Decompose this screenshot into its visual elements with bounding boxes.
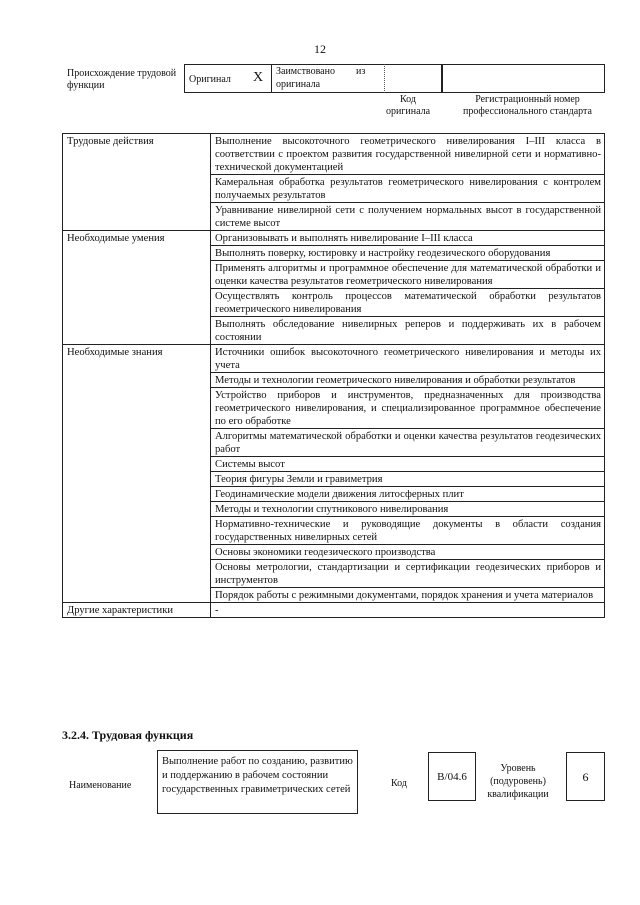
- item-cell: Выполнение высокоточного геометрического нивелирования I–III класса в соответствии с проектом развития государственной нивелирной сети и нормативно-технической документацией: [211, 134, 605, 175]
- borrowed-from: из: [356, 66, 366, 77]
- item-cell: Основы экономики геодезического производства: [211, 545, 605, 560]
- item-cell: Методы и технологии геометрического нивелирования и обработки результатов: [211, 373, 605, 388]
- item-cell: Осуществлять контроль процессов математической обработки результатов геометрического нивелирования: [211, 289, 605, 317]
- item-cell: Устройство приборов и инструментов, предназначенных для производства геометрического нивелирования, и специализированное программное обеспечение по его обработке: [211, 388, 605, 429]
- item-cell: Выполнять поверку, юстировку и настройку геодезического оборудования: [211, 246, 605, 261]
- competency-table: [62, 133, 605, 618]
- item-cell: Алгоритмы математической обработки и оценки качества результатов геодезических работ: [211, 429, 605, 457]
- item-cell: Теория фигуры Земли и гравиметрия: [211, 472, 605, 487]
- name-label: Наименование: [69, 780, 132, 791]
- original-mark: X: [253, 70, 264, 85]
- table-row: [63, 603, 605, 618]
- section-heading: 3.2.4. Трудовая функция: [62, 728, 194, 742]
- reg-number-cell: [442, 64, 605, 93]
- item-cell: Применять алгоритмы и программное обеспечение для математической обработки и оценки качества результатов геометрического нивелирования: [211, 261, 605, 289]
- item-cell: Геодинамические модели движения литосферных плит: [211, 487, 605, 502]
- category-cell: Трудовые действия: [63, 134, 211, 231]
- borrowed-label: Заимствовано: [276, 66, 335, 77]
- code-original-cell: [384, 64, 442, 93]
- table-row: [63, 231, 605, 246]
- level-value: 6: [566, 752, 605, 801]
- item-cell: Системы высот: [211, 457, 605, 472]
- borrowed-label-2: оригинала: [276, 79, 321, 90]
- item-cell: Основы метрологии, стандартизации и сертификации геодезических приборов и инструментов: [211, 560, 605, 588]
- item-cell: Выполнять обследование нивелирных реперов и поддерживать их в рабочем состоянии: [211, 317, 605, 345]
- code-original-label: Код оригинала: [385, 94, 431, 117]
- origin-label: Происхождение трудовой функции: [67, 68, 177, 91]
- page-number: 12: [314, 42, 326, 56]
- category-cell: Другие характеристики: [63, 603, 211, 618]
- item-cell: Порядок работы с режимными документами, порядок хранения и учета материалов: [211, 588, 605, 603]
- item-cell: Нормативно-технические и руководящие документы в области создания государственных нивелирных сетей: [211, 517, 605, 545]
- item-cell: -: [211, 603, 605, 618]
- function-code: B/04.6: [428, 752, 476, 801]
- category-cell: Необходимые знания: [63, 345, 211, 603]
- item-cell: Камеральная обработка результатов геометрического нивелирования с контролем получаемых результатов: [211, 175, 605, 203]
- reg-number-label: Регистрационный номер профессионального стандарта: [463, 94, 592, 117]
- item-cell: Уравнивание нивелирной сети с получением нормальных высот в государственной системе высот: [211, 203, 605, 231]
- category-cell: Необходимые умения: [63, 231, 211, 345]
- item-cell: Источники ошибок высокоточного геометрического нивелирования и методы их учета: [211, 345, 605, 373]
- original-label: Оригинал: [189, 74, 231, 85]
- table-row: [63, 134, 605, 175]
- level-label: Уровень (подуровень) квалификации: [487, 763, 549, 800]
- code-label: Код: [391, 778, 407, 789]
- table-row: [63, 345, 605, 373]
- item-cell: Организовывать и выполнять нивелирование I–III класса: [211, 231, 605, 246]
- item-cell: Методы и технологии спутникового нивелирования: [211, 502, 605, 517]
- function-name: Выполнение работ по созданию, развитию и поддержанию в рабочем состоянии государственных гравиметрических сетей: [157, 750, 358, 814]
